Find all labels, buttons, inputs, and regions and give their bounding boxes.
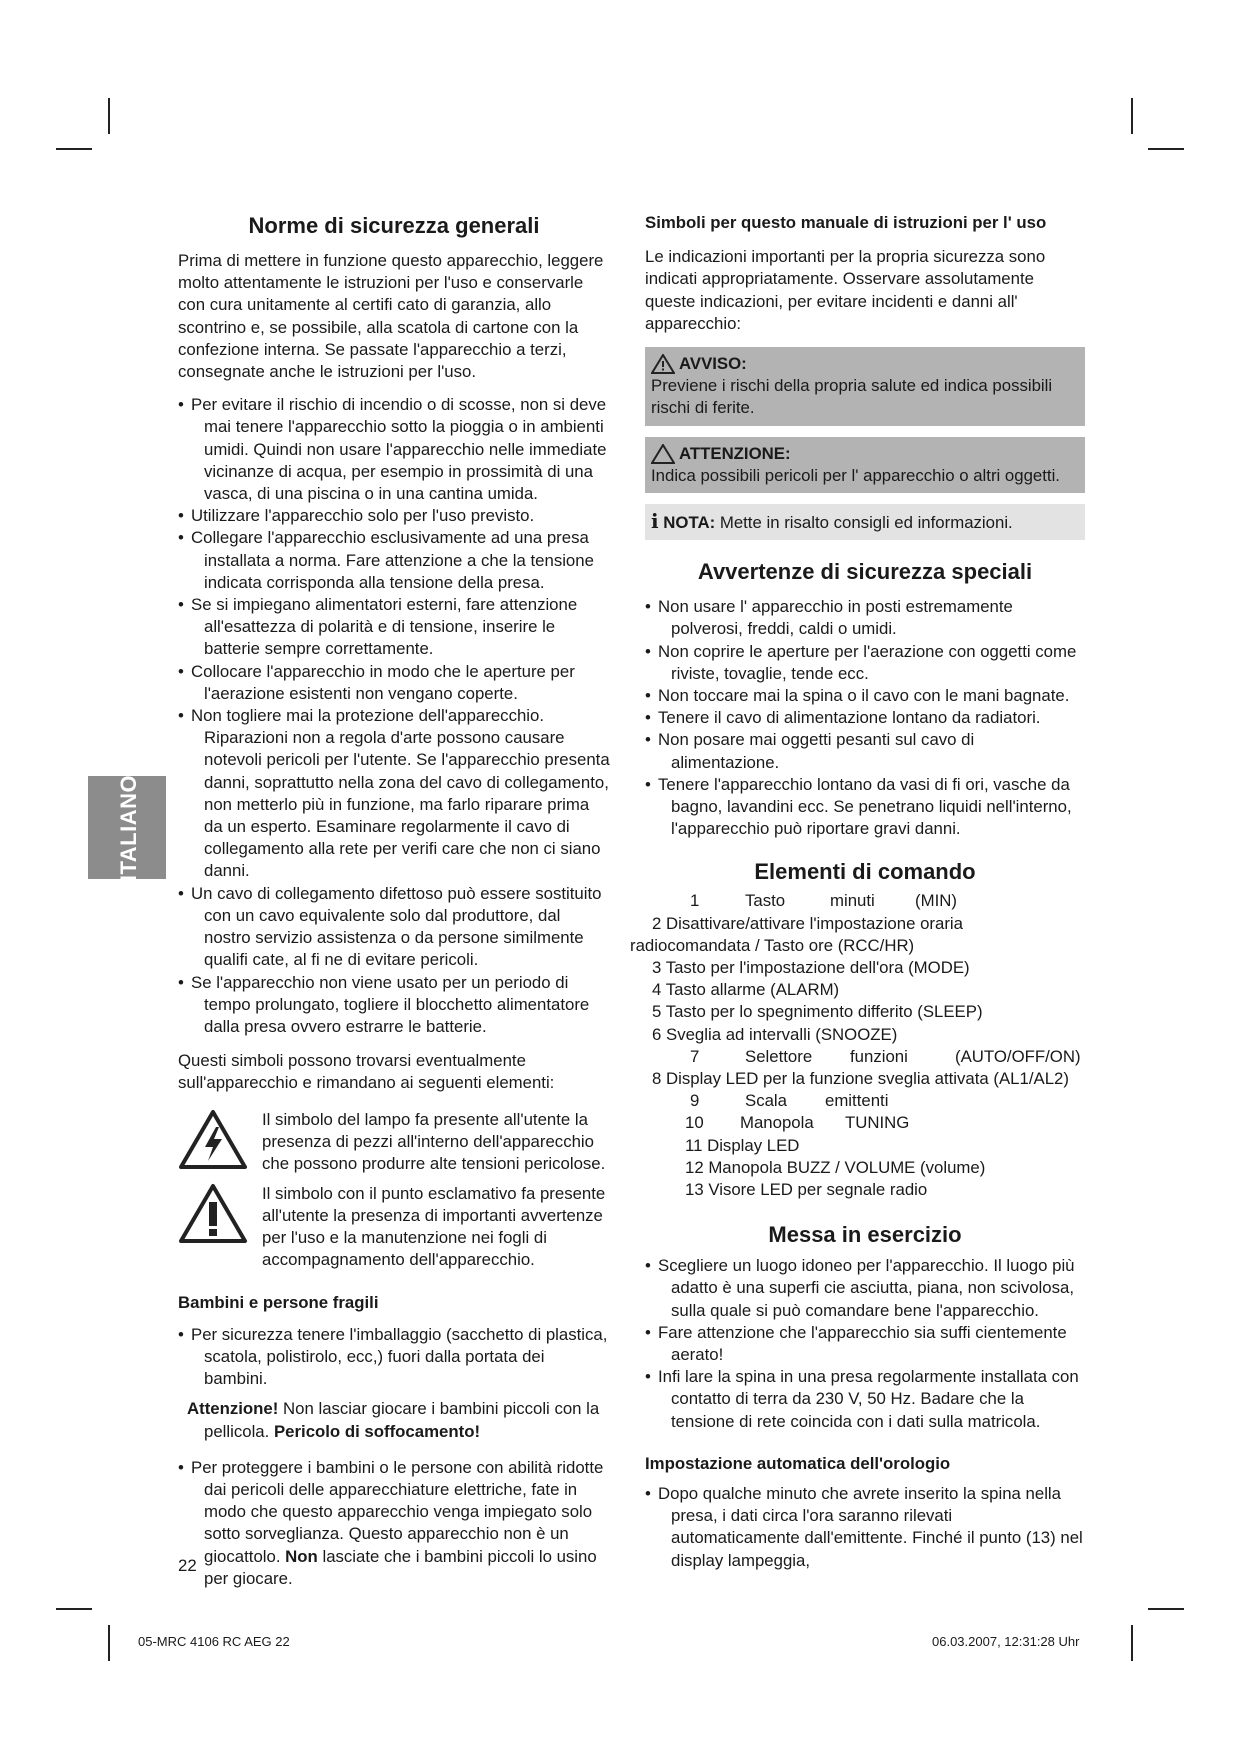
caution-text: Indica possibili pericoli per l' apparecchio o altri oggetti. — [651, 465, 1060, 485]
list-item: • Scegliere un luogo idoneo per l'apparecchio. Il luogo più adatto è una superfi cie asciutta, piana, non scivolosa, sulla quale si può comandare bene l'apparecchio. — [645, 1255, 1085, 1322]
control-item: 7 Selettore funzioni (AUTO/OFF/ON) — [690, 1046, 1081, 1066]
crop-mark — [108, 98, 110, 134]
list-item: • Non posare mai oggetti pesanti sul cavo di alimentazione. — [645, 729, 1085, 773]
caution-box — [645, 437, 1085, 493]
protection-list — [178, 1457, 610, 1590]
crop-mark — [1148, 1608, 1184, 1610]
list-item: • Per sicurezza tenere l'imballaggio (sacchetto di plastica, scatola, polistirolo, ecc,) fuori dalla portata dei bambini. — [178, 1324, 610, 1391]
exclamation-symbol-row — [178, 1183, 610, 1272]
control-item: 2 Disattivare/attivare l'impostazione oraria — [652, 913, 963, 933]
general-safety-title: Norme di sicurezza generali — [248, 213, 540, 238]
crop-mark — [1131, 98, 1133, 134]
device-symbols-intro: Questi simboli possono trovarsi eventualmente sull'apparecchio e rimandano ai seguenti elementi: — [178, 1051, 555, 1093]
control-item: radiocomandata / Tasto ore (RCC/HR) — [630, 935, 915, 955]
manual-symbols-heading: Simboli per questo manuale di istruzioni per l' uso — [645, 213, 1047, 232]
lightning-warning-icon — [178, 1109, 248, 1177]
intro-paragraph: Prima di mettere in funzione questo apparecchio, leggere molto attentamente le istruzioni per l'uso e conservarle con cura unitamente al certifi cato di garanzia, allo scontrino e, se possibile, alla scatola di cartone con la confezione interna. Se passate l'apparecchio a terzi, consegnate anche le istruzioni per l'uso. — [178, 251, 604, 382]
special-safety-list — [645, 596, 1085, 840]
operation-title: Messa in esercizio — [768, 1222, 962, 1248]
warning-label: AVVISO: — [679, 354, 747, 374]
crop-mark — [56, 1608, 92, 1610]
controls-title: Elementi di comando — [754, 859, 976, 885]
attention-danger: Pericolo di soffocamento! — [273, 1421, 481, 1441]
control-item: 4 Tasto allarme (ALARM) — [652, 980, 840, 1000]
list-item: • Se l'apparecchio non viene usato per un periodo di tempo prolungato, togliere il blocchetto alimentatore dalla presa ovvero estrarre le batterie. — [178, 972, 610, 1039]
list-item: • Tenere l'apparecchio lontano da vasi di fi ori, vasche da bagno, lavandini ecc. Se penetrano liquidi nell'interno, l'apparecchio può riportare gravi danni. — [645, 774, 1085, 841]
list-item: • Un cavo di collegamento difettoso può essere sostituito con un cavo equivalente solo dal produttore, dal nostro servizio assistenza o da persone similmente qualifi cate, al fi ne di evitare pericoli. — [178, 883, 610, 972]
right-column — [630, 212, 1085, 1572]
attention-label: Attenzione! — [187, 1399, 279, 1419]
crop-mark — [1131, 1625, 1133, 1661]
list-item: • Infi lare la spina in una presa regolarmente installata con contatto di terra da 230 V, 50 Hz. Badare che la tensione di rete coincida con i dati sulla matricola. — [645, 1366, 1085, 1433]
list-item: • Tenere il cavo di alimentazione lontano da radiatori. — [645, 707, 1085, 729]
control-item: 8 Display LED per la funzione sveglia attivata (AL1/AL2) — [652, 1068, 1069, 1088]
operation-list — [645, 1255, 1085, 1433]
footer-left: 05-MRC 4106 RC AEG 22 — [138, 1634, 290, 1649]
control-item: 3 Tasto per l'impostazione dell'ora (MODE) — [652, 958, 970, 978]
attention-paragraph — [178, 1398, 610, 1442]
control-item: 9 Scala emittenti — [690, 1091, 889, 1111]
footer-right: 06.03.2007, 12:31:28 Uhr — [932, 1634, 1080, 1649]
lightning-symbol-text: Il simbolo del lampo fa presente all'utente la presenza di pezzi all'interno dell'apparecchio che possono produrre alte tensioni pericolose. — [262, 1109, 606, 1173]
protection-text-b: lasciate che i bambini piccoli lo usino per giocare. — [204, 1546, 597, 1588]
crop-mark — [56, 148, 92, 150]
crop-mark — [108, 1625, 110, 1661]
list-item: • Per evitare il rischio di incendio o di scosse, non si deve mai tenere l'apparecchio sotto la pioggia o in ambienti umidi. Quindi non usare l'apparecchio nelle immediate vicinanze di acqua, per esempio in prossimità di una vasca, di una piscina o in una cantina umida. — [178, 394, 610, 505]
control-item: 12 Manopola BUZZ / VOLUME (volume) — [685, 1157, 986, 1177]
list-item: • Non togliere mai la protezione dell'apparecchio. Riparazioni non a regola d'arte possono causare notevoli pericoli per l'utente. Se l'apparecchio presenta danni, soprattutto nella zona del cavo di collegamento, non metterlo più in funzione, ma farlo riparare prima da un esperto. Esaminare regolarmente il cavo di collegamento alla rete per verifi care che non ci siano danni. — [178, 705, 610, 883]
general-safety-list — [178, 394, 610, 1038]
control-item: 10 Manopola TUNING — [685, 1113, 910, 1133]
list-item: • Non coprire le aperture per l'aerazione con oggetti come riviste, tovaglie, tende ecc. — [645, 641, 1085, 685]
lightning-symbol-row — [178, 1109, 610, 1177]
list-item: • Non toccare mai la spina o il cavo con le mani bagnate. — [645, 685, 1085, 707]
clock-list — [645, 1483, 1085, 1572]
list-item: • Non usare l' apparecchio in posti estremamente polverosi, freddi, caldi o umidi. — [645, 596, 1085, 640]
control-item: 1 Tasto minuti (MIN) — [690, 891, 957, 911]
exclamation-symbol-text: Il simbolo con il punto esclamativo fa presente all'utente la presenza di importanti avvertenze per l'uso e la manutenzione nei fogli di accompagnamento dell'apparecchio. — [262, 1183, 606, 1270]
info-icon: i — [651, 509, 659, 534]
warning-triangle-icon — [651, 354, 675, 374]
clock-heading: Impostazione automatica dell'orologio — [645, 1453, 951, 1473]
special-safety-title: Avvertenze di sicurezza speciali — [697, 559, 1033, 585]
list-item: • Se si impiegano alimentatori esterni, fare attenzione all'esattezza di polarità e di tensione, inserire le batterie sempre correttamente. — [178, 594, 610, 661]
list-item: • Utilizzare l'apparecchio solo per l'uso previsto. — [178, 505, 610, 527]
list-item: • Fare attenzione che l'apparecchio sia suffi cientemente aerato! — [645, 1322, 1085, 1366]
exclamation-warning-icon — [178, 1183, 248, 1251]
note-box — [645, 504, 1085, 540]
list-item — [178, 1457, 610, 1590]
crop-mark — [1148, 148, 1184, 150]
control-item: 6 Sveglia ad intervalli (SNOOZE) — [652, 1024, 898, 1044]
control-item: 5 Tasto per lo spegnimento differito (SLEEP) — [652, 1002, 983, 1022]
note-label: NOTA: — [663, 513, 716, 533]
children-heading: Bambini e persone fragili — [178, 1292, 379, 1312]
caution-label: ATTENZIONE: — [679, 443, 791, 463]
language-tab — [88, 776, 166, 879]
attention-text: Non lasciar giocare i bambini piccoli con la pellicola. — [204, 1399, 600, 1441]
list-item: • Collocare l'apparecchio in modo che le aperture per l'aerazione esistenti non vengano coperte. — [178, 661, 610, 705]
list-item: • Collegare l'apparecchio esclusivamente ad una presa installata a norma. Fare attenzione a che la tensione indicata corrisponda alla tensione della presa. — [178, 527, 610, 594]
note-text: Mette in risalto consigli ed informazioni. — [715, 513, 1013, 533]
warning-text: Previene i rischi della propria salute ed indica possibili rischi di ferite. — [651, 376, 1053, 418]
language-tab-label: ITALIANO — [115, 774, 141, 881]
caution-triangle-icon — [651, 444, 675, 464]
manual-symbols-intro: Le indicazioni importanti per la propria sicurezza sono indicati appropriatamente. Osservare assolutamente queste indicazioni, per evitare incidenti e danni all' apparecchio: — [645, 247, 1046, 333]
children-list — [178, 1324, 610, 1391]
list-item: • Dopo qualche minuto che avrete inserito la spina nella presa, i dati circa l'ora saranno rilevati automaticamente dall'emittente. Finché il punto (13) nel display lampeggia, — [645, 1483, 1085, 1572]
left-column — [178, 212, 610, 1590]
protection-text-a: Per proteggere i bambini o le persone con abilità ridotte dai pericoli delle apparecchiature elettriche, fate in modo che questo apparecchio venga impiegato solo sotto sorveglianza. Questo apparecchio non è un giocattolo. — [191, 1457, 604, 1566]
control-item: 11 Display LED — [685, 1135, 800, 1155]
control-item: 13 Visore LED per segnale radio — [685, 1179, 928, 1199]
controls-list — [630, 890, 1085, 1201]
page-number: 22 — [178, 1556, 197, 1575]
protection-non: Non — [285, 1546, 318, 1566]
warning-box — [645, 347, 1085, 426]
